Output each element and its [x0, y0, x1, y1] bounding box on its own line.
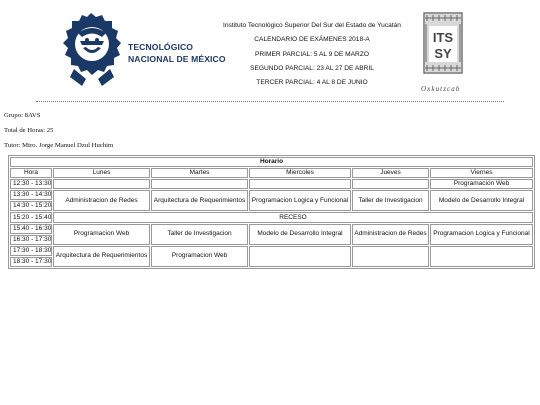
empty-cell — [151, 179, 248, 189]
class-cell: Arquitectura de Requerimientos — [53, 246, 150, 267]
time-cell: 15:40 - 16:30 — [10, 224, 52, 234]
time-cell: 17:30 - 18:30 — [10, 246, 52, 256]
class-cell: Modelo de Desarrollo Integral — [249, 224, 351, 245]
hours-text: Total de Horas: 25 — [4, 127, 54, 134]
time-cell: 16:30 - 17:30 — [10, 235, 52, 245]
table-title-row — [10, 157, 533, 167]
second-partial: SEGUNDO PARCIAL: 23 AL 27 DE ABRIL — [250, 64, 374, 72]
class-cell: Taller de Investigacion — [151, 224, 248, 245]
table-row — [10, 224, 533, 234]
tutor-text: Tutor: Mtro. Jorge Manuel Dzul Huchim — [4, 142, 114, 149]
time-cell: 14:30 - 15:20 — [10, 201, 52, 211]
table-header-row — [10, 168, 533, 178]
col-header-viernes: Viernes — [430, 168, 533, 178]
class-cell: Administracion de Redes — [352, 224, 429, 245]
table-row — [10, 212, 533, 222]
empty-cell — [352, 179, 429, 189]
class-cell: Taller de Investigacion — [352, 190, 429, 211]
first-partial: PRIMER PARCIAL: 5 AL 9 DE MARZO — [255, 50, 369, 58]
class-cell: Arquitectura de Requerimientos — [151, 190, 248, 211]
itsy-logo — [423, 12, 463, 74]
time-cell: 18:30 - 17:30 — [10, 257, 52, 267]
calendar-title: CALENDARIO DE EXÁMENES 2018-A — [254, 36, 370, 44]
institute-name: Instituto Tecnológico Superior Del Sur del Estado de Yucatán — [223, 22, 401, 29]
time-cell: 15:20 - 15:40 — [10, 212, 52, 222]
table-row — [10, 190, 533, 200]
class-cell: Programacion Logica y Funcional — [249, 190, 351, 211]
class-cell: Programacion Web — [430, 179, 533, 189]
tecnm-wordmark-line-2: NACIONAL DE MÉXICO — [128, 54, 226, 64]
class-cell: Administracion de Redes — [53, 190, 150, 211]
itsy-emblem-icon — [423, 12, 463, 74]
empty-cell — [53, 179, 150, 189]
time-cell: 13:30 - 14:30 — [10, 190, 52, 200]
col-header-miercoles: Miercoles — [249, 168, 351, 178]
table-row — [10, 179, 533, 189]
class-cell: Programacion Logica y Funcional — [430, 224, 533, 245]
svg-text:ITS: ITS — [432, 30, 454, 45]
class-cell: Programacion Web — [53, 224, 150, 245]
group-line — [4, 112, 40, 119]
itsy-caption: Oxkutzcab — [421, 85, 461, 93]
schedule-title: Horario — [10, 157, 533, 167]
empty-cell — [249, 246, 351, 267]
svg-text:SY: SY — [434, 46, 452, 61]
tutor-line — [4, 142, 113, 149]
third-partial: TERCER PARCIAL: 4 AL 8 DE JUNIO — [256, 79, 368, 87]
col-header-lunes: Lunes — [53, 168, 150, 178]
page-header — [0, 0, 540, 104]
time-cell: 12:30 - 13:30 — [10, 179, 52, 189]
table-row — [10, 246, 533, 256]
col-header-jueves: Jueves — [352, 168, 429, 178]
break-cell: RECESO — [53, 212, 533, 222]
hours-line — [4, 127, 54, 134]
exam-calendar-block — [212, 19, 412, 90]
class-cell: Modelo de Desarrollo Integral — [430, 190, 533, 211]
empty-cell — [430, 246, 533, 267]
class-cell: Programacion Web — [151, 246, 248, 267]
header-divider — [36, 101, 504, 102]
col-header-martes: Martes — [151, 168, 248, 178]
tecnm-emblem-icon — [56, 11, 126, 87]
empty-cell — [249, 179, 351, 189]
tecnm-wordmark-line-1: TECNOLÓGICO — [128, 42, 194, 52]
group-text: Grupo: 8AVS — [4, 112, 41, 119]
schedule-table — [8, 155, 535, 269]
col-header-hora: Hora — [10, 168, 52, 178]
empty-cell — [352, 246, 429, 267]
tecnm-wordmark — [128, 41, 226, 65]
